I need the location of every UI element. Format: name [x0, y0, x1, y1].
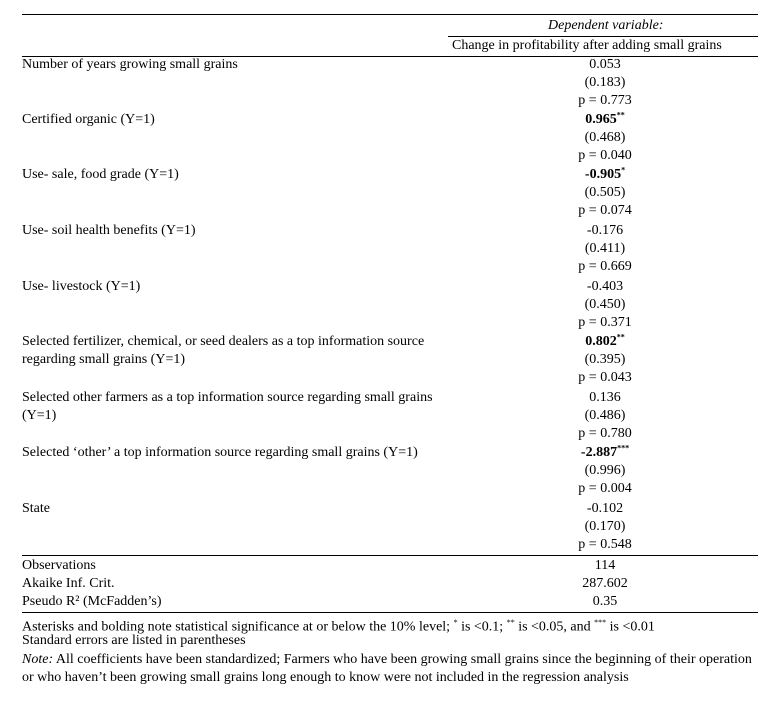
row-se: (0.450): [584, 297, 626, 312]
row-label: Selected ‘other’ a top information source regarding small grains (Y=1): [22, 445, 418, 460]
row-label: Use- soil health benefits (Y=1): [22, 223, 196, 238]
row-label: Selected fertilizer, chemical, or seed dealers as a top information source regarding small grains (Y=1): [22, 334, 425, 367]
row-p: p = 0.773: [578, 93, 632, 108]
row-se: (0.468): [584, 130, 626, 145]
standard-errors-note: Standard errors are listed in parentheses: [22, 633, 246, 648]
row-coef: -0.102: [586, 501, 624, 516]
stat-label: Observations: [22, 558, 96, 573]
row-coef: 0.053: [589, 57, 621, 72]
row-p: p = 0.004: [578, 481, 632, 496]
row-se: (0.505): [584, 185, 626, 200]
row-p: p = 0.548: [578, 537, 632, 552]
bottom-rule: [22, 612, 758, 613]
row-label: Number of years growing small grains: [22, 57, 238, 72]
row-p: p = 0.371: [578, 315, 632, 330]
column-title: Change in profitability after adding small grains: [452, 38, 722, 53]
row-label: Selected other farmers as a top information source regarding small grains (Y=1): [22, 390, 433, 423]
row-p: p = 0.074: [578, 203, 632, 218]
row-coef: -2.887***: [580, 443, 630, 460]
stat-value: 114: [594, 558, 616, 573]
row-coef: 0.965**: [585, 110, 625, 127]
row-se: (0.170): [584, 519, 626, 534]
row-p: p = 0.043: [578, 370, 632, 385]
row-coef: 0.802**: [585, 332, 625, 349]
row-se: (0.395): [584, 352, 626, 367]
stat-value: 287.602: [582, 576, 628, 591]
stat-value: 0.35: [592, 594, 618, 609]
stat-label: Pseudo R² (McFadden’s): [22, 594, 162, 609]
row-se: (0.996): [584, 463, 626, 478]
row-coef: -0.905*: [584, 165, 626, 182]
significance-note: Asterisks and bolding note statistical significance at or below the 10% level; * is <0.1; ** is <0.05, and *** is <0.01: [22, 618, 655, 635]
row-coef: -0.176: [586, 223, 624, 238]
row-label: Use- livestock (Y=1): [22, 279, 141, 294]
row-label: Use- sale, food grade (Y=1): [22, 167, 179, 182]
stats-rule: [22, 555, 758, 556]
row-p: p = 0.669: [578, 259, 632, 274]
row-label: Certified organic (Y=1): [22, 112, 155, 127]
top-rule: [22, 14, 758, 15]
row-se: (0.183): [584, 75, 626, 90]
row-p: p = 0.040: [578, 148, 632, 163]
row-p: p = 0.780: [578, 426, 632, 441]
row-se: (0.411): [584, 241, 626, 256]
row-coef: -0.403: [586, 279, 624, 294]
row-se: (0.486): [584, 408, 626, 423]
table-note: Note: All coefficients have been standardized; Farmers who have been growing small grains since the beginning of their operation or who haven’t been growing small grains long enough to know were not included in the regression analysis: [22, 652, 752, 685]
row-coef: 0.136: [589, 390, 621, 405]
stat-label: Akaike Inf. Crit.: [22, 576, 115, 591]
dependent-variable-label: Dependent variable:: [548, 18, 664, 33]
row-label: State: [22, 501, 50, 516]
